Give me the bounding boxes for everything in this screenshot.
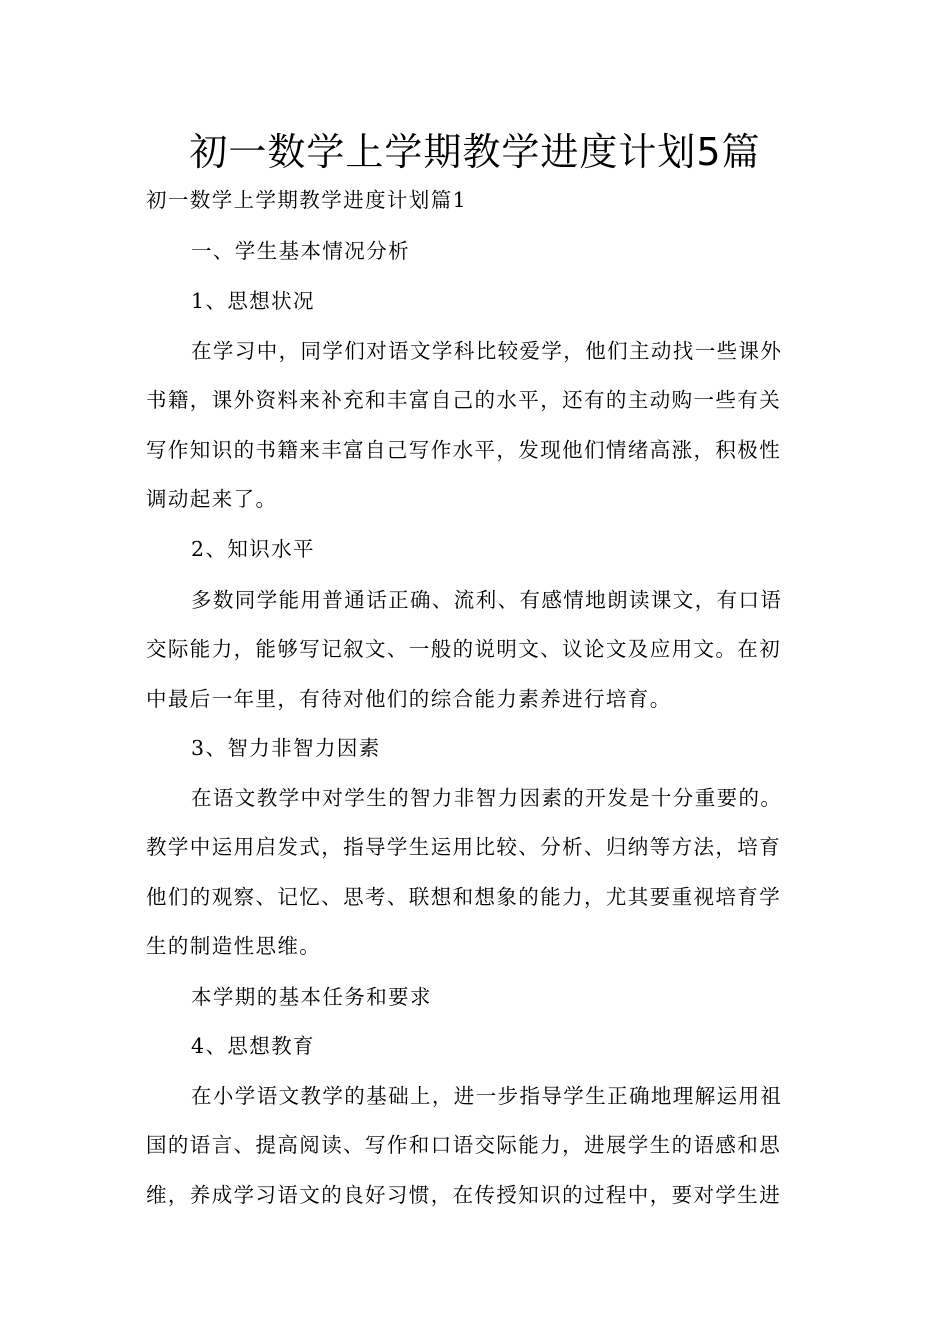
paragraph-line: 多数同学能用普通话正确、流利、有感情地朗读课文，有口语 [191, 588, 783, 612]
document-title: 初一数学上学期教学进度计划5篇 [189, 130, 761, 174]
paragraph-line: 维，养成学习语文的良好习惯，在传授知识的过程中，要对学生进 [146, 1183, 782, 1207]
paragraph-line: 写作知识的书籍来丰富自己写作水平，发现他们情绪高涨，积极性 [146, 438, 782, 462]
paragraph-line: 2、知识水平 [191, 537, 315, 561]
paragraph-line: 他们的观察、记忆、思考、联想和想象的能力，尤其要重视培育学 [146, 885, 782, 909]
paragraph-line: 1、思想状况 [191, 289, 315, 313]
paragraph-line: 交际能力，能够写记叙文、一般的说明文、议论文及应用文。在初 [146, 637, 782, 661]
paragraph-line: 本学期的基本任务和要求 [191, 985, 432, 1009]
paragraph-line: 3、智力非智力因素 [191, 736, 381, 760]
paragraph-line: 在语文教学中对学生的智力非智力因素的开发是十分重要的。 [191, 786, 783, 810]
paragraph-line: 中最后一年里，有待对他们的综合能力素养进行培育。 [146, 687, 672, 711]
paragraph-line: 书籍，课外资料来补充和丰富自己的水平，还有的主动购一些有关 [146, 388, 782, 412]
section-heading: 初一数学上学期教学进度计划篇1 [146, 188, 468, 212]
paragraph-line: 在学习中，同学们对语文学科比较爱学，他们主动找一些课外 [191, 339, 783, 363]
paragraph-line: 4、思想教育 [191, 1034, 315, 1058]
paragraph-line: 调动起来了。 [146, 487, 278, 511]
paragraph-line: 国的语言、提高阅读、写作和口语交际能力，进展学生的语感和思 [146, 1133, 782, 1157]
paragraph-line: 教学中运用启发式，指导学生运用比较、分析、归纳等方法，培育 [146, 835, 782, 859]
paragraph-line: 一、学生基本情况分析 [191, 239, 410, 263]
paragraph-line: 生的制造性思维。 [146, 934, 322, 958]
paragraph-line: 在小学语文教学的基础上，进一步指导学生正确地理解运用祖 [191, 1084, 783, 1108]
